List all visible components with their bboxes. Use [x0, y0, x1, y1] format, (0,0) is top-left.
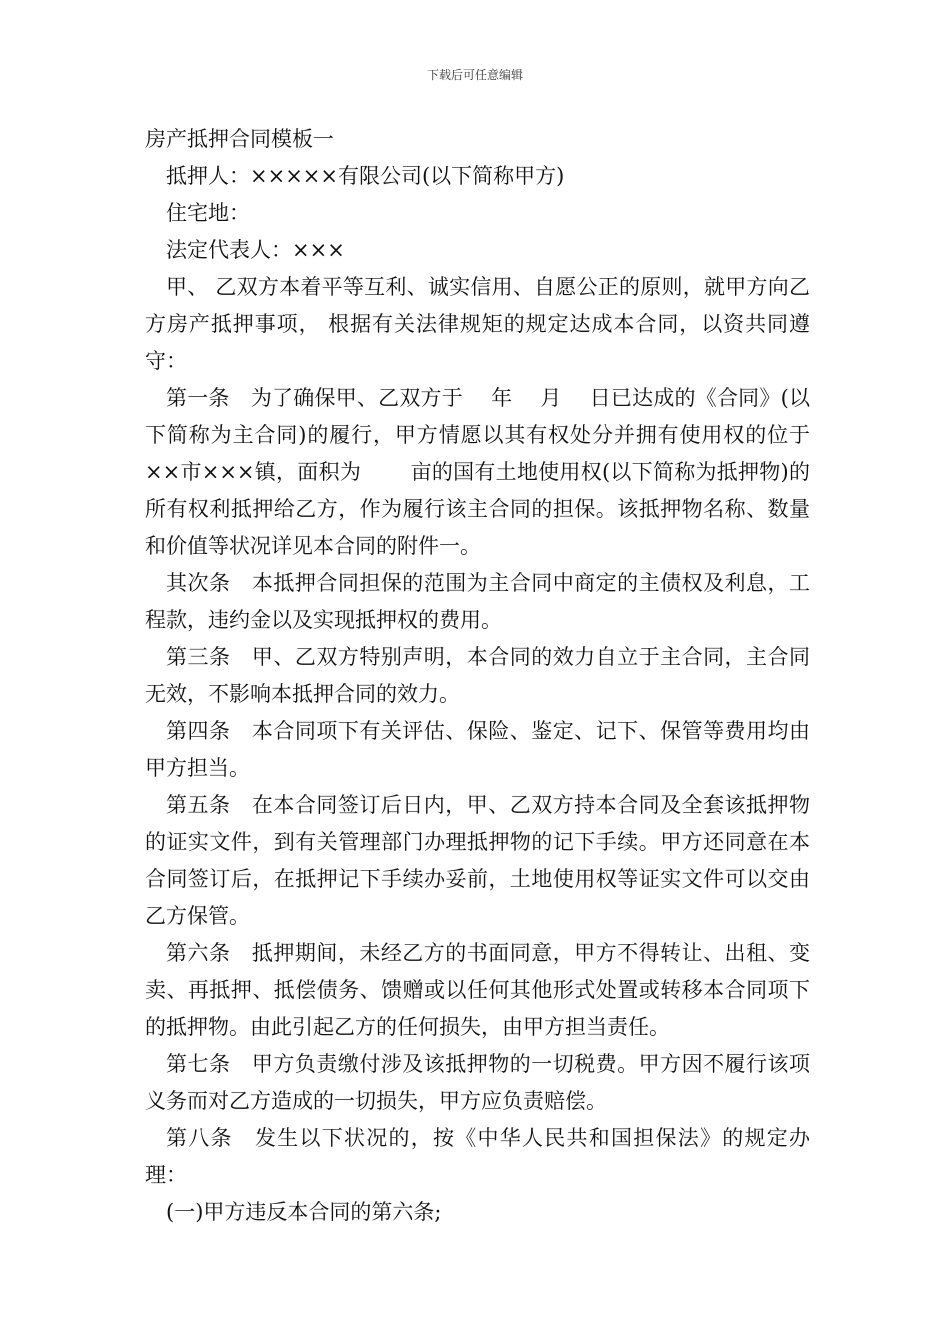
article-6: 第六条 抵押期间，未经乙方的书面同意，甲方不得转让、出租、变卖、再抵押、抵偿债务、馈赠或以任何其他形式处置或转移本合同项下的抵押物。由此引起乙方的任何损失，由甲方担当责任。	[145, 941, 810, 1039]
article-8: 第八条 发生以下状况的，按《中华人民共和国担保法》的规定办理：	[145, 1126, 810, 1187]
article-4: 第四条 本合同项下有关评估、保险、鉴定、记下、保管等费用均由甲方担当。	[145, 719, 810, 780]
article-7: 第七条 甲方负责缴付涉及该抵押物的一切税费。甲方因不履行该项义务而对乙方造成的一切损失，甲方应负责赔偿。	[145, 1052, 810, 1113]
document-body	[145, 121, 810, 1231]
preamble-paragraph: 甲、 乙双方本着平等互利、诚实信用、自愿公正的原则，就甲方向乙方房产抵押事项， 根据有关法律规矩的规定达成本合同，以资共同遵守：	[145, 275, 810, 373]
article-1: 第一条 为了确保甲、乙双方于 年 月 日已达成的《合同》(以下简称为主合同)的履行，甲方情愿以其有权处分并拥有使用权的位于××市×××镇，面积为 亩的国有土地使用权(以下简称为抵押物)的所有权利抵押给乙方，作为履行该主合同的担保。该抵押物名称、数量和价值等状况详见本合同的附件一。	[145, 386, 810, 558]
address-line: 住宅地：	[166, 201, 250, 225]
document-title: 房产抵押合同模板一	[145, 127, 334, 151]
legal-representative-line: 法定代表人：×××	[166, 238, 345, 262]
page-header: 下载后可任意编辑	[426, 68, 523, 82]
article-5: 第五条 在本合同签订后日内，甲、乙双方持本合同及全套该抵押物的证实文件，到有关管理部门办理抵押物的记下手续。甲方还同意在本合同签订后，在抵押记下手续办妥前，土地使用权等证实文件可以交由乙方保管。	[145, 793, 810, 928]
article-8-item-1: (一)甲方违反本合同的第六条;	[166, 1200, 442, 1224]
article-3: 第三条 甲、乙双方特别声明，本合同的效力自立于主合同，主合同无效，不影响本抵押合同的效力。	[145, 645, 810, 706]
mortgagor-line: 抵押人：×××××有限公司(以下简称甲方)	[166, 164, 565, 188]
article-2: 其次条 本抵押合同担保的范围为主合同中商定的主债权及利息，工程款，违约金以及实现抵押权的费用。	[145, 571, 810, 632]
